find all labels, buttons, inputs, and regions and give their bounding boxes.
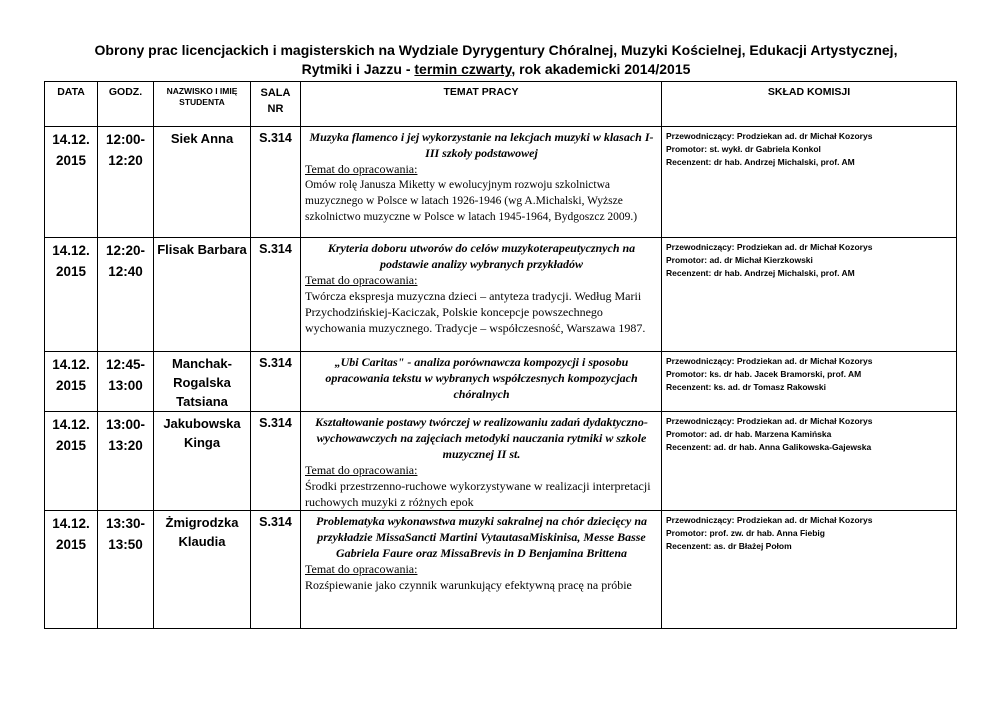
committee-reviewer: Recenzent: as. dr Błażej Połom xyxy=(666,541,792,551)
topic-description: Rozśpiewanie jako czynnik warunkujący efektywną pracę na próbie xyxy=(305,578,632,592)
room-number: S.314 xyxy=(251,352,301,412)
topic-label: Temat do opracowania: xyxy=(305,562,418,576)
header-row xyxy=(45,82,957,127)
title-line-2-start: Rytmiki i Jazzu - xyxy=(301,61,415,77)
time-cell xyxy=(98,238,154,352)
title-line-2 xyxy=(0,60,992,79)
topic-label: Temat do opracowania: xyxy=(305,162,418,176)
topic-label: Temat do opracowania: xyxy=(305,273,418,287)
topic-cell xyxy=(301,511,662,629)
topic-description: Środki przestrzenno-ruchowe wykorzystywane w realizacji interpretacji ruchowych muzyki z różnych epok xyxy=(305,479,651,509)
page-title xyxy=(0,41,992,79)
table-row xyxy=(45,127,957,238)
time-cell xyxy=(98,511,154,629)
date-year: 2015 xyxy=(55,438,87,453)
time-cell xyxy=(98,352,154,412)
topic-cell xyxy=(301,238,662,352)
col-header-room-l1: SALA xyxy=(260,87,291,99)
topic-cell xyxy=(301,127,662,238)
student-name: Siek Anna xyxy=(154,127,251,238)
date-day: 14.12. xyxy=(52,516,90,531)
col-header-student xyxy=(154,82,251,127)
time-end: 13:00 xyxy=(108,378,143,393)
col-header-student-l2: STUDENTA xyxy=(179,97,225,107)
col-header-student-l1: NAZWISKO I IMIĘ xyxy=(166,86,238,96)
committee-cell xyxy=(662,511,957,629)
room-number: S.314 xyxy=(251,238,301,352)
time-start: 12:45- xyxy=(105,357,146,372)
date-cell xyxy=(45,238,98,352)
time-end: 12:20 xyxy=(108,153,143,168)
date-year: 2015 xyxy=(55,378,87,393)
col-header-room-l2: NR xyxy=(267,103,284,115)
student-name: Manchak-Rogalska Tatsiana xyxy=(154,352,251,412)
committee-chair: Przewodniczący: Prodziekan ad. dr Michał Kozorys xyxy=(666,515,873,525)
room-number: S.314 xyxy=(251,412,301,511)
table-row xyxy=(45,412,957,511)
committee-promoter: Promotor: prof. zw. dr hab. Anna Fiebig xyxy=(666,528,825,538)
thesis-title: „Ubi Caritas" - analiza porównawcza kompozycji i sposobu opracowania tekstu w wybranych współczesnych kompozycjach chóralnych xyxy=(325,355,638,401)
room-number: S.314 xyxy=(251,127,301,238)
defense-schedule-table xyxy=(44,81,957,629)
committee-chair: Przewodniczący: Prodziekan ad. dr Michał Kozorys xyxy=(666,416,873,426)
committee-promoter: Promotor: ad. dr hab. Marzena Kamińska xyxy=(666,429,832,439)
student-name: Jakubowska Kinga xyxy=(154,412,251,511)
committee-reviewer: Recenzent: dr hab. Andrzej Michalski, prof. AM xyxy=(666,157,855,167)
topic-label: Temat do opracowania: xyxy=(305,463,418,477)
col-header-time: GODZ. xyxy=(98,82,154,127)
room-number: S.314 xyxy=(251,511,301,629)
time-start: 13:30- xyxy=(105,516,146,531)
topic-cell xyxy=(301,412,662,511)
date-day: 14.12. xyxy=(52,132,90,147)
col-header-committee: SKŁAD KOMISJI xyxy=(662,82,957,127)
student-name: Żmigrodzka Klaudia xyxy=(154,511,251,629)
time-start: 12:20- xyxy=(105,243,146,258)
table-row xyxy=(45,238,957,352)
committee-reviewer: Recenzent: ks. ad. dr Tomasz Rakowski xyxy=(666,382,826,392)
col-header-topic: TEMAT PRACY xyxy=(301,82,662,127)
date-year: 2015 xyxy=(55,537,87,552)
committee-promoter: Promotor: ad. dr Michał Kierzkowski xyxy=(666,255,813,265)
thesis-title: Muzyka flamenco i jej wykorzystanie na lekcjach muzyki w klasach I-III szkoły podstawowej xyxy=(309,130,654,160)
title-term-underlined: termin czwarty xyxy=(414,61,512,77)
committee-cell xyxy=(662,352,957,412)
date-year: 2015 xyxy=(55,153,87,168)
committee-promoter: Promotor: st. wykł. dr Gabriela Konkol xyxy=(666,144,821,154)
student-name: Flisak Barbara xyxy=(154,238,251,352)
date-year: 2015 xyxy=(55,264,87,279)
committee-chair: Przewodniczący: Prodziekan ad. dr Michał Kozorys xyxy=(666,356,873,366)
thesis-title: Kryteria doboru utworów do celów muzykoterapeutycznych na podstawie analizy wybranych przykładów xyxy=(327,241,636,271)
topic-description: Omów rolę Janusza Miketty w ewolucyjnym rozwoju szkolnictwa muzycznego w Polsce w latach 1926-1946 (wg A.Michalski, Wyższe szkolnictwo muzyczne w Polsce w latach 1945-1964, Bydgoszcz 2009.) xyxy=(305,179,638,223)
committee-cell xyxy=(662,238,957,352)
committee-reviewer: Recenzent: dr hab. Andrzej Michalski, prof. AM xyxy=(666,268,855,278)
date-cell xyxy=(45,127,98,238)
date-cell xyxy=(45,412,98,511)
thesis-title: Kształtowanie postawy twórczej w realizowaniu zadań dydaktyczno-wychowawczych na zajęciach metodyki nauczania rytmiki w szkole muzycznej II st. xyxy=(315,415,648,461)
col-header-room xyxy=(251,82,301,127)
committee-cell xyxy=(662,412,957,511)
time-start: 12:00- xyxy=(105,132,146,147)
time-cell xyxy=(98,412,154,511)
thesis-title: Problematyka wykonawstwa muzyki sakralnej na chór dziecięcy na przykładzie MissaSancti Martini VytautasaMiskinisa, Messe Basse Gabriela Faure oraz MissaBrevis in D Benjamina Brittena xyxy=(315,514,647,560)
time-end: 12:40 xyxy=(108,264,143,279)
time-start: 13:00- xyxy=(105,417,146,432)
committee-cell xyxy=(662,127,957,238)
topic-cell xyxy=(301,352,662,412)
time-cell xyxy=(98,127,154,238)
date-day: 14.12. xyxy=(52,417,90,432)
col-header-date: DATA xyxy=(45,82,98,127)
date-day: 14.12. xyxy=(52,243,90,258)
committee-chair: Przewodniczący: Prodziekan ad. dr Michał Kozorys xyxy=(666,131,873,141)
committee-promoter: Promotor: ks. dr hab. Jacek Bramorski, prof. AM xyxy=(666,369,862,379)
table-row xyxy=(45,352,957,412)
date-day: 14.12. xyxy=(52,357,90,372)
committee-chair: Przewodniczący: Prodziekan ad. dr Michał Kozorys xyxy=(666,242,873,252)
time-end: 13:50 xyxy=(108,537,143,552)
title-line-2-end: , rok akademicki 2014/2015 xyxy=(511,61,691,77)
date-cell xyxy=(45,352,98,412)
topic-description: Twórcza ekspresja muzyczna dzieci – antyteza tradycji. Według Marii Przychodzińskiej-Kaciczak, Polskie koncepcje powszechnego wychowania muzycznego. Tradycje – współczesność, Warszawa 1987. xyxy=(305,289,646,335)
date-cell xyxy=(45,511,98,629)
title-line-1: Obrony prac licencjackich i magisterskich na Wydziale Dyrygentury Chóralnej, Muzyki Kościelnej, Edukacji Artystycznej, xyxy=(94,42,898,58)
table-row xyxy=(45,511,957,629)
committee-reviewer: Recenzent: ad. dr hab. Anna Galikowska-Gajewska xyxy=(666,442,872,452)
time-end: 13:20 xyxy=(108,438,143,453)
